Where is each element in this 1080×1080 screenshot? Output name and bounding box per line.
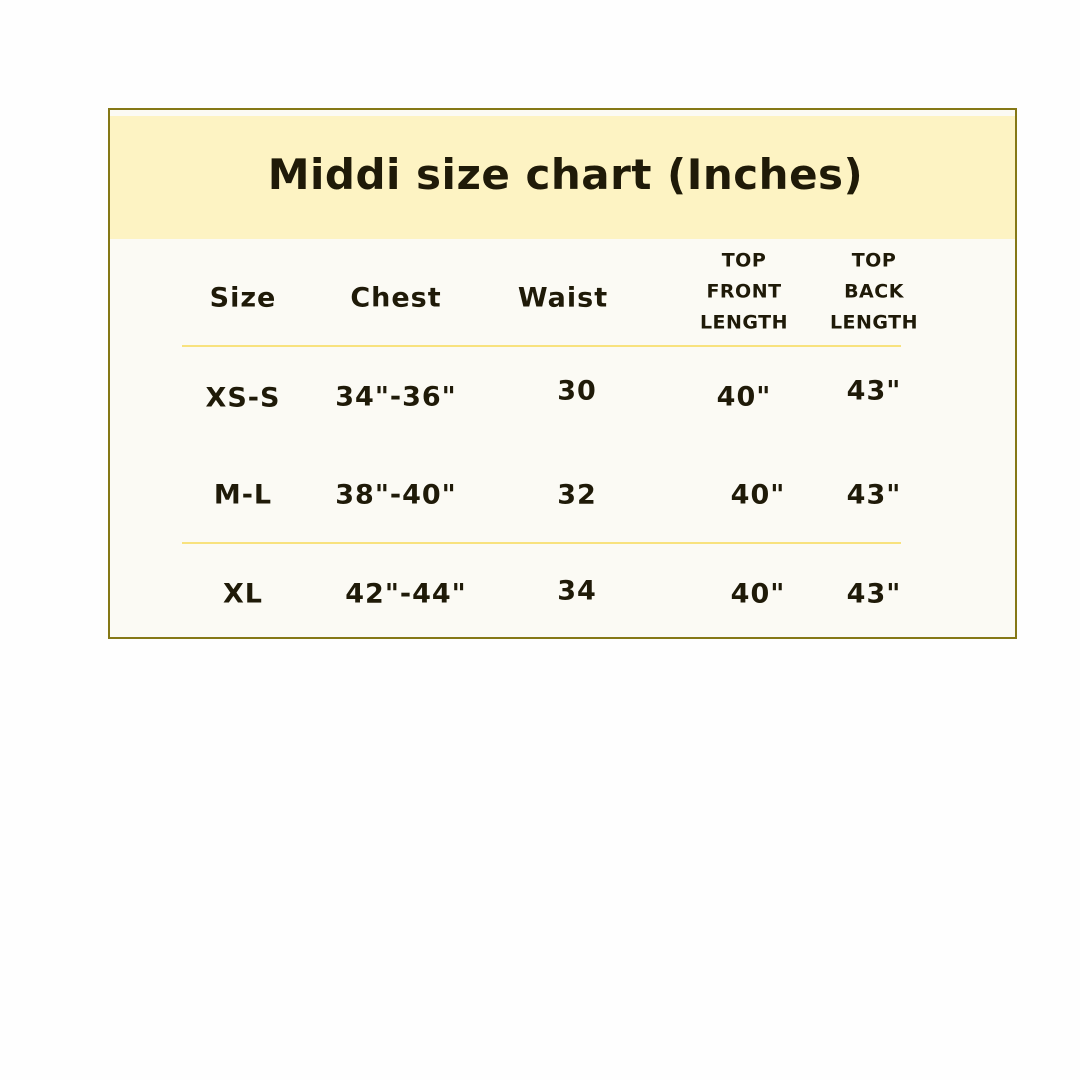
- row-m-l-waist: 32: [557, 479, 597, 511]
- row-xl-size: XL: [222, 578, 264, 610]
- row-xs-s-size: XS-S: [205, 382, 281, 414]
- row-xl-waist: 34: [557, 575, 597, 607]
- row-xs-s-back: 43": [846, 375, 902, 407]
- row-xs-s-chest: 34"-36": [335, 381, 457, 413]
- header-line: LENGTH: [829, 311, 919, 334]
- chart-title: Middi size chart (Inches): [267, 150, 864, 199]
- header-line: FRONT: [706, 280, 782, 303]
- column-header-top-front-length: [700, 246, 788, 339]
- row-xl-front: 40": [730, 578, 786, 610]
- column-header-chest: Chest: [350, 282, 442, 314]
- row-xl-chest: 42"-44": [345, 578, 467, 610]
- header-divider: [182, 345, 901, 347]
- row-m-l-size: M-L: [213, 479, 273, 511]
- header-line: TOP: [721, 249, 767, 272]
- row-m-l-back: 43": [846, 479, 902, 511]
- row-divider: [182, 542, 901, 544]
- row-m-l-chest: 38"-40": [335, 479, 457, 511]
- header-line: BACK: [844, 280, 904, 303]
- column-header-size: Size: [209, 282, 277, 314]
- row-xl-back: 43": [846, 578, 902, 610]
- column-header-waist: Waist: [517, 282, 609, 314]
- row-m-l-front: 40": [730, 479, 786, 511]
- title-band: [110, 116, 1015, 239]
- column-header-top-back-length: [830, 246, 918, 339]
- size-chart-card: [108, 108, 1017, 639]
- row-xs-s-waist: 30: [557, 375, 597, 407]
- row-xs-s-front: 40": [716, 381, 772, 413]
- header-line: LENGTH: [699, 311, 789, 334]
- header-line: TOP: [851, 249, 897, 272]
